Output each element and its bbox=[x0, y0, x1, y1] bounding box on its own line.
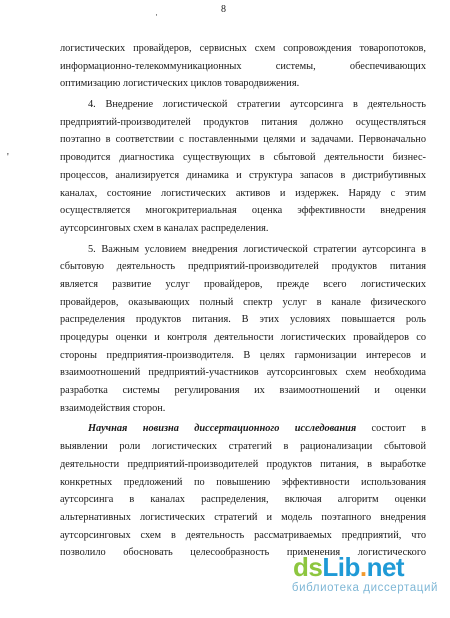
dslib-watermark bbox=[263, 552, 438, 600]
text-line: процедуры оценки и контроля деятельности логистических провайдеров со bbox=[60, 332, 426, 343]
text-line: информационно-телекоммуникационных системы, обеспечивающих bbox=[60, 60, 426, 72]
watermark-subtitle: библиотека диссертаций bbox=[291, 582, 438, 594]
text-line: является развитие услуг провайдеров, прежде всего логистических bbox=[60, 278, 426, 290]
text-line: 4. Внедрение логистической стратегии аутсорсинга в деятельность bbox=[88, 99, 426, 111]
paragraph-continuation bbox=[60, 40, 426, 93]
body-text bbox=[60, 40, 426, 562]
text-line: позволило обосновать целесообразность применения логистического bbox=[60, 547, 426, 559]
text-line: осуществляется многокритериальная оценка эффективности внедрения bbox=[60, 205, 426, 217]
text-line: предприятий-производителей продуктов питания должно осуществляться bbox=[60, 116, 426, 128]
text-line: поэтапно в соответствии с поставленными целями и задачами. Первоначально bbox=[60, 134, 426, 146]
text-line: конкретных предложений по повышению эффективности использования bbox=[60, 476, 426, 488]
text-line: деятельности предприятий-производителей продуктов питания, в выработке bbox=[60, 458, 426, 470]
paragraph-item-5 bbox=[60, 241, 426, 418]
text-line: оптимизацию логистических циклов товародвижения. bbox=[60, 78, 300, 90]
text-line: взаимодействия сторон. bbox=[60, 402, 166, 414]
text-line: 5. Важным условием внедрения логистической стратегии аутсорсинга в bbox=[88, 243, 426, 255]
text-line: проводится диагностика существующих в сбытовой деятельности бизнес- bbox=[60, 152, 426, 164]
text-line: каналах, состояние логистических активов и издержек. Наряду с этим bbox=[60, 187, 426, 199]
text-line: аутсорсинга в каналах распределения, включая алгоритм оценки bbox=[60, 494, 426, 506]
text-line: аутсорсинговых схем в деятельность рассматриваемых предприятий, что bbox=[60, 529, 426, 541]
dslib-logo: dsLib.net bbox=[293, 552, 405, 582]
text-line: распределения продуктов питания. В этих условиях повышается роль bbox=[60, 314, 426, 326]
novelty-heading: Научная новизна диссертационного исследования bbox=[88, 423, 357, 435]
text-line bbox=[60, 420, 426, 438]
paragraph-item-4 bbox=[60, 96, 426, 238]
stray-mark: · bbox=[155, 10, 158, 20]
text-line: альтернативных логистических стратегий и модель поэтапного внедрения bbox=[60, 511, 426, 523]
page-number: 8 bbox=[221, 4, 226, 15]
margin-mark: ' bbox=[7, 152, 9, 163]
text-line: сбытовую деятельность предприятий-производителей продуктов питания bbox=[60, 261, 426, 273]
text-line: выявлении роли логистических стратегий в рационализации сбытовой bbox=[60, 441, 426, 453]
text-line: аутсорсинговых схем в каналах распределения. bbox=[60, 222, 269, 234]
novelty-heading-rest: состоит в bbox=[356, 423, 426, 435]
text-line: провайдеров, оказывающих полный спектр услуг в канале физического bbox=[60, 296, 426, 308]
text-line: разработка системы регулирования их взаимоотношений и оценки bbox=[60, 385, 426, 397]
text-line: взаимоотношений предприятий-участников аутсорсинговых схем необходима bbox=[60, 367, 426, 379]
text-line: процессов, анализируется динамика и структура запасов в дистрибутивных bbox=[60, 169, 426, 181]
text-line: логистических провайдеров, сервисных схем сопровождения товаропотоков, bbox=[60, 43, 426, 54]
text-line: стороны предприятия-производителя. В целях гармонизации интересов и bbox=[60, 349, 426, 361]
paragraph-novelty bbox=[60, 420, 426, 562]
